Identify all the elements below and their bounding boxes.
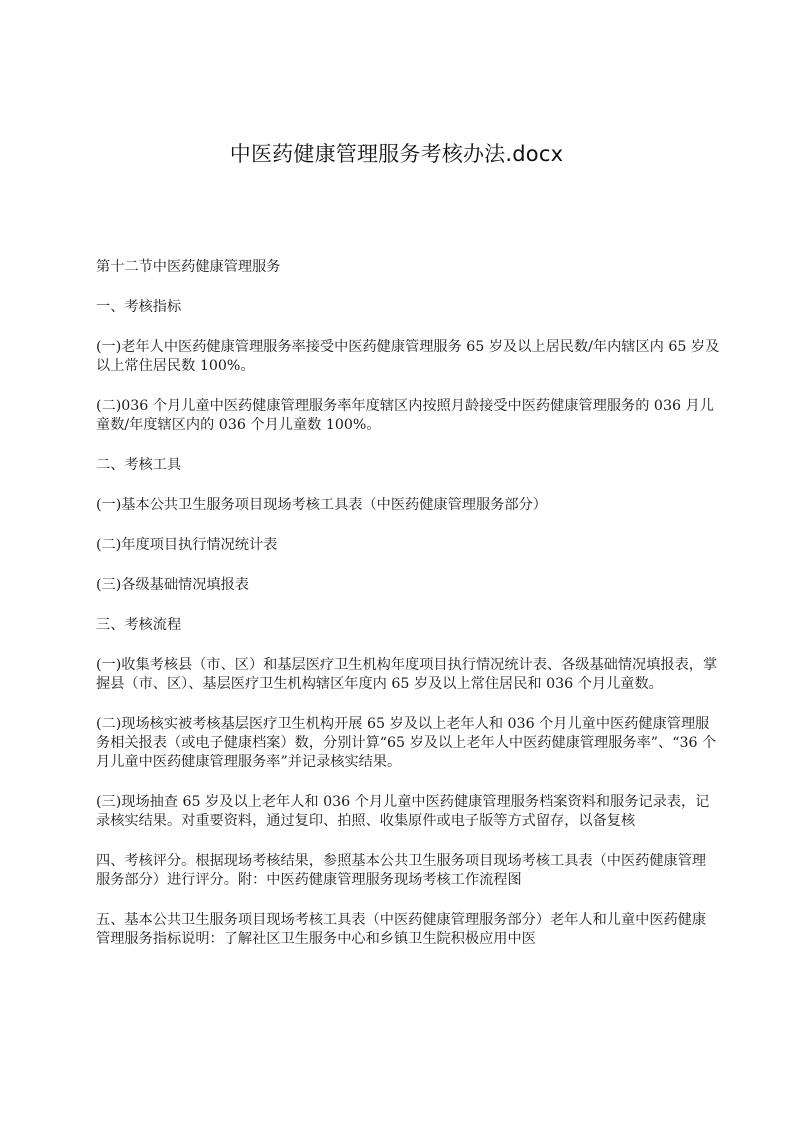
paragraph: (三)现场抽查 65 岁及以上老年人和 036 个月儿童中医药健康管理服务档案资料和服务记录表，记录核实结果。对重要资料，通过复印、拍照、收集原件或电子版等方式留存，以备复核 [96,794,710,829]
document-body [96,258,720,970]
paragraph: (二)036 个月儿童中医药健康管理服务率年度辖区内按照月龄接受中医药健康管理服务的 036 月儿童数/年度辖区内的 036 个月儿童数 100%。 [96,398,714,433]
paragraph: (一)收集考核县（市、区）和基层医疗卫生机构年度项目执行情况统计表、各级基础情况填报表，掌握县（市、区）、基层医疗卫生机构辖区年度内 65 岁及以上常住居民和 036 个月儿童数。 [96,657,718,692]
paragraph: (三)各级基础情况填报表 [96,577,249,593]
paragraph: (二)现场核实被考核基层医疗卫生机构开展 65 岁及以上老年人和 036 个月儿童中医药健康管理服务相关报表（或电子健康档案）数，分别计算“65 岁及以上老年人中医药健康管理服务率”、“36 个月儿童中医药健康管理服务率”并记录核实结果。 [96,716,717,770]
section-heading: 二、考核工具 [96,457,182,473]
paragraph: 五、基本公共卫生服务项目现场考核工具表（中医药健康管理服务部分）老年人和儿童中医药健康管理服务指标说明：了解社区卫生服务中心和乡镇卫生院积极应用中医 [96,912,707,947]
section-heading: 一、考核指标 [96,299,182,315]
section-heading: 三、考核流程 [96,617,182,633]
paragraph: (二)年度项目执行情况统计表 [96,537,278,553]
section-heading: 第十二节中医药健康管理服务 [96,259,281,275]
paragraph: 四、考核评分。根据现场考核结果，参照基本公共卫生服务项目现场考核工具表（中医药健康管理服务部分）进行评分。附：中医药健康管理服务现场考核工作流程图 [96,853,707,888]
document-title: 中医药健康管理服务考核办法.docx [229,142,564,166]
paragraph: (一)基本公共卫生服务项目现场考核工具表（中医药健康管理服务部分） [96,497,547,513]
paragraph: (一)老年人中医药健康管理服务率接受中医药健康管理服务 65 岁及以上居民数/年内辖区内 65 岁及以上常住居民数 100%。 [96,339,720,374]
